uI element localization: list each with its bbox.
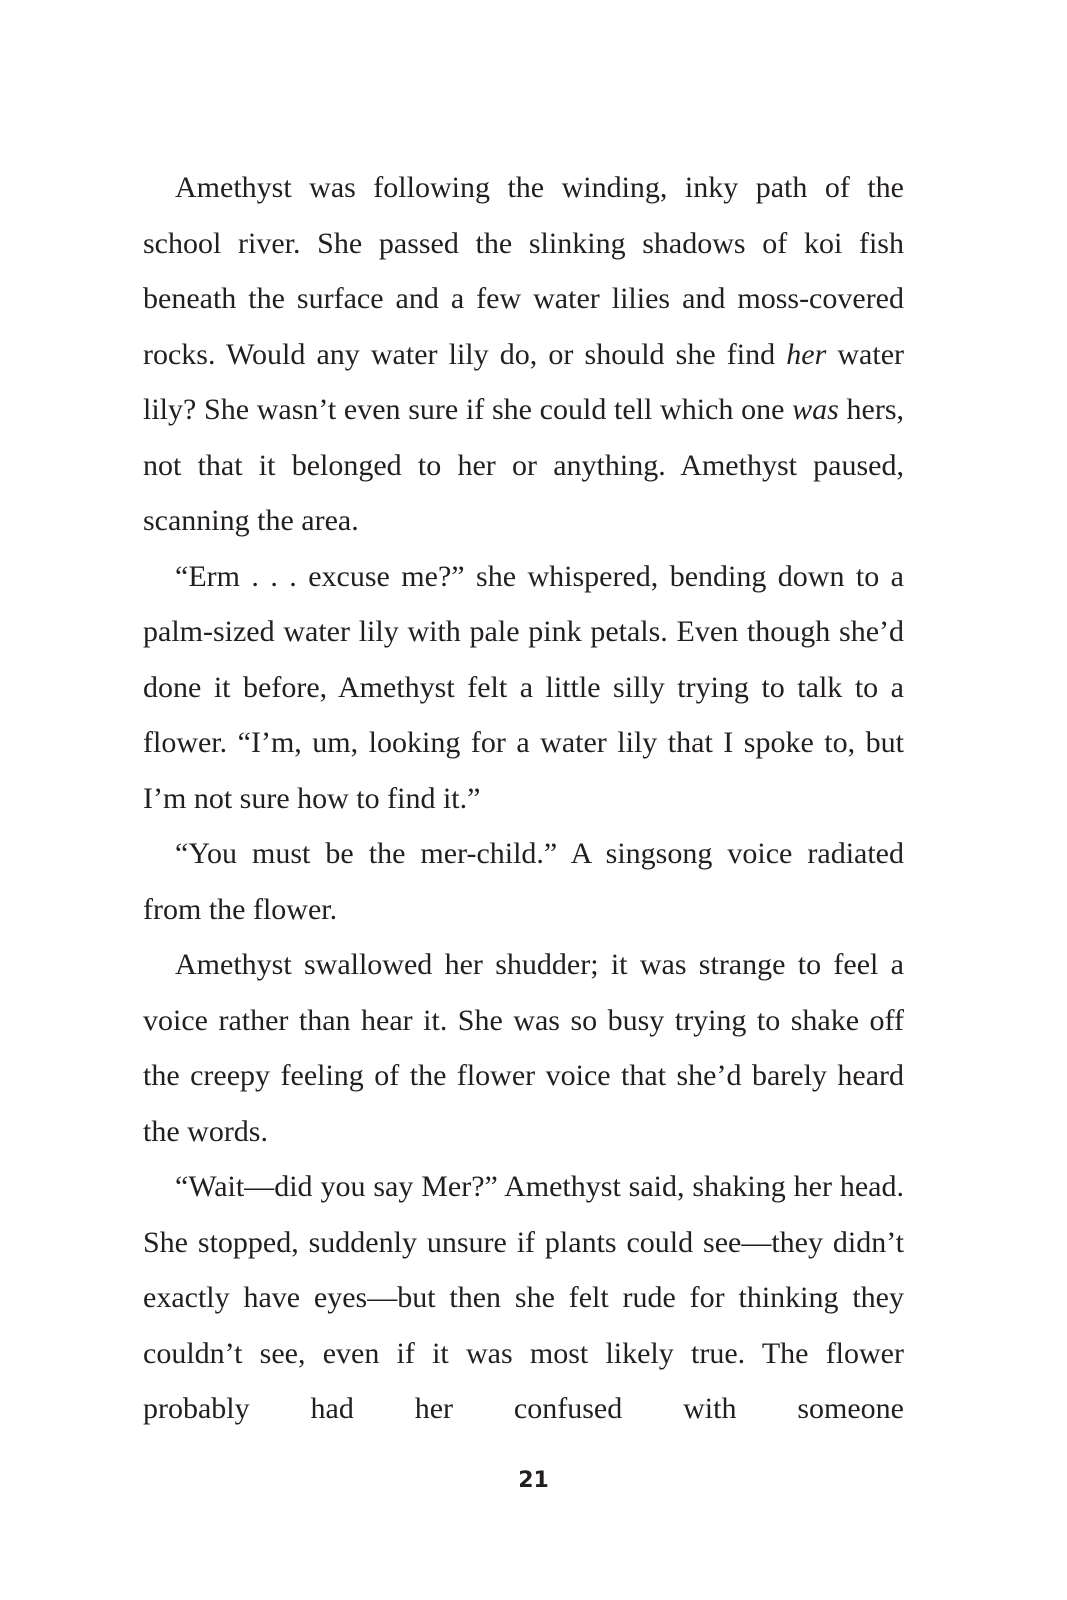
italic-segment: her	[786, 337, 827, 371]
text-segment: “You must be the mer-child.” A singsong voice radiated from the flower.	[143, 837, 904, 926]
text-segment: hers, not that it belonged to her or anything. Amethyst paused, scanning the area.	[143, 393, 904, 537]
italic-segment: was	[792, 393, 839, 426]
paragraph-5	[143, 1159, 904, 1437]
paragraph-4	[143, 937, 904, 1159]
text-segment: “Erm . . . excuse me?” she whispered, bending down to a palm-sized water lily with pale pink petals. Even though she’d done it before, Amethyst felt a little silly trying to talk to a flower. “I’m, um, looking for a water lily that I spoke to, but I’m not sure how to find it.”	[143, 559, 904, 815]
text-segment: “Wait—did you say Mer?” Amethyst said, shaking her head. She stopped, suddenly unsure if plants could see—they didn’t exactly have eyes—but then she felt rude for thinking they couldn’t see, even if it was most likely true. The flower probably had her confused with someone	[143, 1170, 904, 1425]
page-number: 21	[518, 1468, 549, 1493]
paragraph-1	[143, 160, 904, 549]
paragraph-2	[143, 549, 904, 827]
paragraph-3	[143, 826, 904, 937]
text-segment: Amethyst was following the winding, inky path of the school river. She passed the slinking shadows of koi fish beneath the surface and a few water lilies and moss-covered rocks. Would any water lily do, or should she find	[143, 171, 904, 371]
text-segment: water lily? She wasn’t even sure if she could tell which one	[143, 337, 905, 426]
body-text	[143, 160, 904, 1437]
text-segment: Amethyst swallowed her shudder; it was strange to feel a voice rather than hear it. She was so busy trying to shake off the creepy feeling of the flower voice that she’d barely heard the words.	[143, 948, 904, 1148]
